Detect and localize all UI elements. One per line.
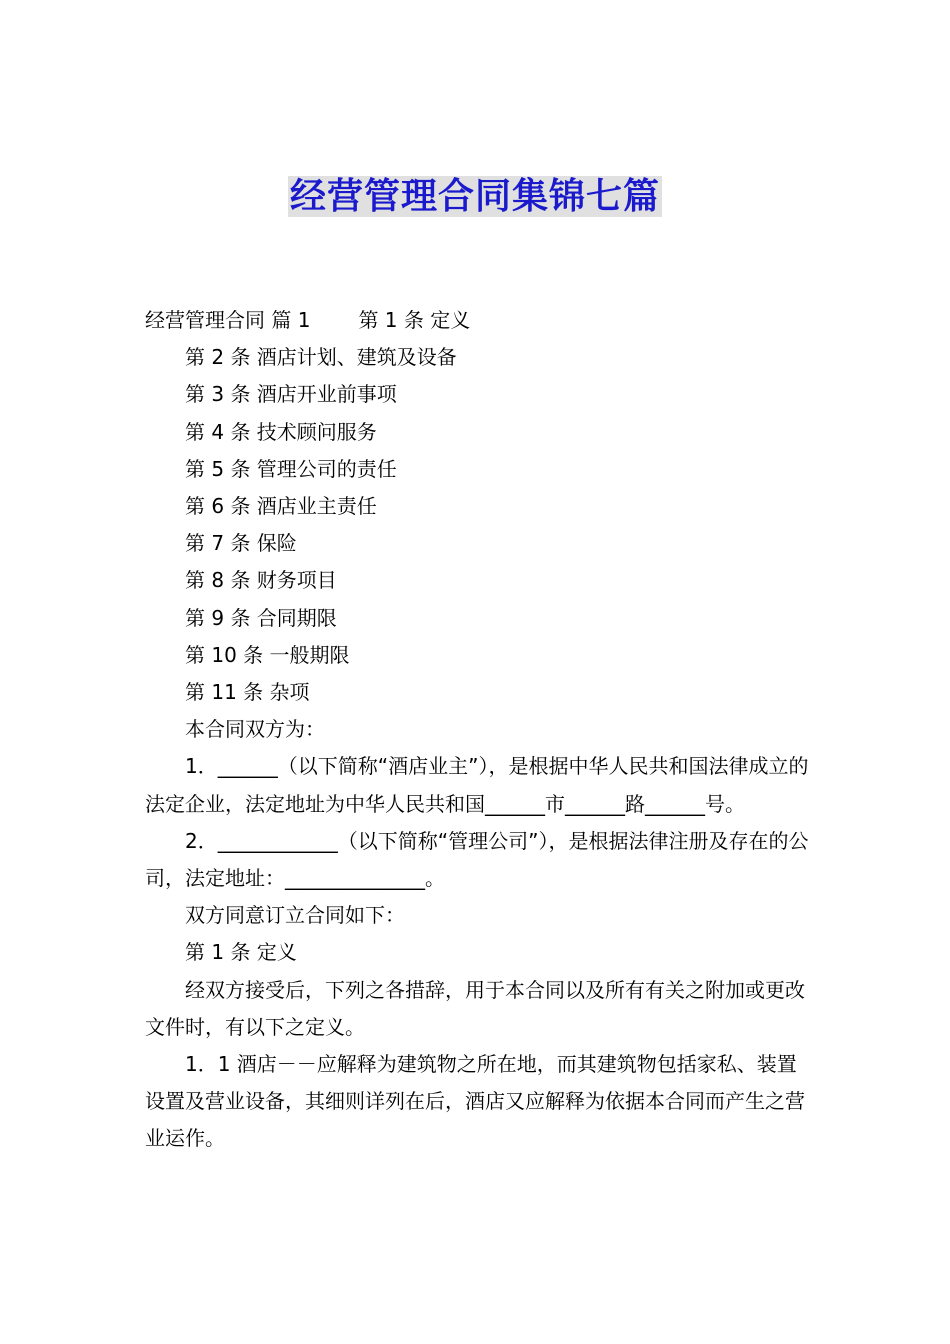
party-1: 1．______（以下简称“酒店业主”），是根据中华人民共和国法律成立的法定企业，法定地址为中华人民共和国______市______路______号。 bbox=[145, 754, 809, 816]
toc-article-9: 第 9 条 合同期限 bbox=[185, 605, 337, 630]
document-body bbox=[145, 302, 810, 1158]
toc-article-4: 第 4 条 技术顾问服务 bbox=[185, 419, 377, 444]
article-1-title: 第 1 条 定义 bbox=[358, 308, 471, 332]
definition-1-1: 1．1 酒店－－应解释为建筑物之所在地，而其建筑物包括家私、装置设置及营业设备，其细则详列在后，酒店又应解释为依据本合同而产生之营业运作。 bbox=[145, 1052, 805, 1151]
toc-article-2: 第 2 条 酒店计划、建筑及设备 bbox=[185, 345, 457, 370]
toc-article-5: 第 5 条 管理公司的责任 bbox=[185, 456, 397, 481]
toc-article-6: 第 6 条 酒店业主责任 bbox=[185, 494, 377, 519]
toc-article-8: 第 8 条 财务项目 bbox=[185, 568, 337, 593]
party-2: 2．____________（以下简称“管理公司”），是根据法律注册及存在的公司，法定地址：______________。 bbox=[145, 828, 809, 891]
section-heading: 经营管理合同 篇 1 bbox=[145, 308, 311, 332]
page-title bbox=[0, 172, 950, 222]
parties-intro: 本合同双方为： bbox=[185, 717, 325, 742]
toc-article-3: 第 3 条 酒店开业前事项 bbox=[185, 382, 397, 407]
agreement-intro: 双方同意订立合同如下： bbox=[185, 903, 405, 928]
definitions-intro: 经双方接受后，下列之各措辞，用于本合同以及所有有关之附加或更改文件时，有以下之定义。 bbox=[145, 977, 805, 1039]
first-line bbox=[145, 302, 810, 339]
toc-article-7: 第 7 条 保险 bbox=[185, 531, 297, 556]
toc-article-11: 第 11 条 杂项 bbox=[185, 680, 310, 705]
toc-article-10: 第 10 条 一般期限 bbox=[185, 642, 350, 667]
article-1-heading: 第 1 条 定义 bbox=[185, 940, 297, 965]
title-text: 经营管理合同集锦七篇 bbox=[289, 176, 660, 217]
